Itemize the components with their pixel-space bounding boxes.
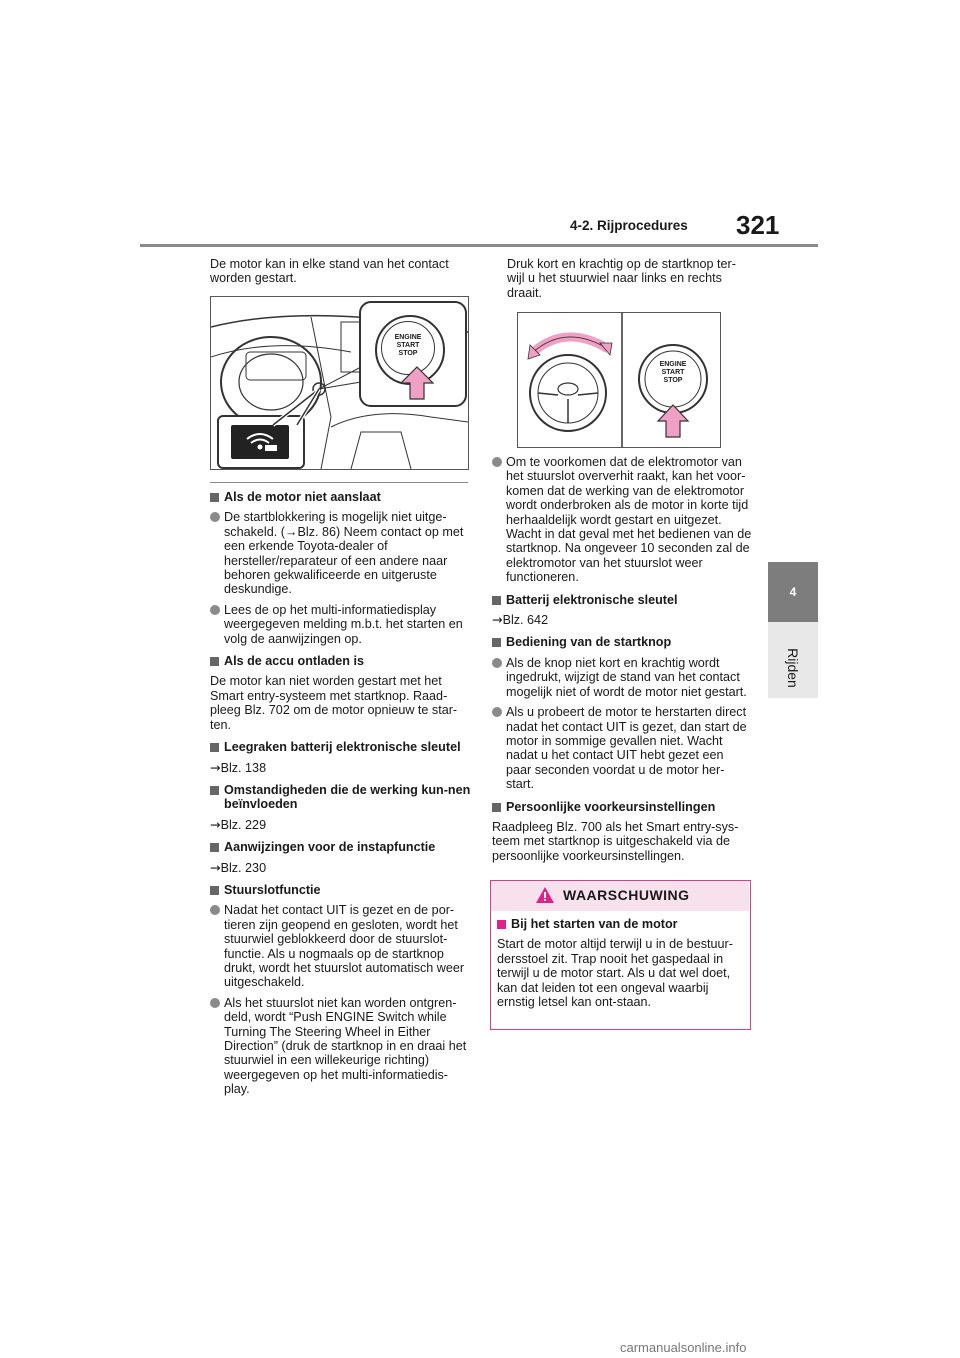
heading-square-icon <box>492 638 501 647</box>
heading-circumstances: Omstandigheden die de werking kun-nen beïnvloeden <box>210 783 472 812</box>
button-text-line3: STOP <box>663 377 683 384</box>
bullet-icon <box>492 457 502 467</box>
heading-square-icon <box>492 596 501 605</box>
bullet-icon <box>492 658 502 668</box>
paragraph: Raadpleeg Blz. 700 als het Smart entry-sys-teem met startknop is uitgeschakeld via de persoonlijke voorkeursinstellingen. <box>492 819 739 863</box>
heading-square-icon <box>497 920 506 929</box>
warning-triangle-icon <box>535 886 555 904</box>
button-text-line1: ENGINE <box>659 361 687 368</box>
bullet-icon <box>210 998 220 1008</box>
heading-engine-not-starting: Als de motor niet aanslaat <box>210 490 472 504</box>
list-item: De startblokkering is mogelijk niet uitge-schakeld. (→Blz. 86) Neem contact op met een erkende Toyota-dealer of hersteller/reparateur of een andere naar behoren gekwalificeerde en uitgeruste deskundige. <box>210 510 472 596</box>
heading-entry-function: Aanwijzingen voor de instapfunctie <box>210 840 472 854</box>
steering-figure <box>517 312 721 448</box>
dashboard-figure <box>210 296 469 470</box>
list-item: Als u probeert de motor te herstarten direct nadat het contact UIT is gezet, dan start de motor in sommige gevallen niet. Wacht nadat u het contact UIT hebt gezet een paar seconden voordat u de motor her-start. <box>492 705 752 791</box>
page-reference[interactable]: →Blz. 138 <box>210 759 267 775</box>
heading-square-icon <box>210 657 219 666</box>
left-column <box>210 490 472 1097</box>
list-item: Nadat het contact UIT is gezet en de por-tieren zijn geopend en gesloten, wordt het stuurwiel geblokkeerd door de stuurslot-functie. Als u nogmaals op de startknop drukt, wordt het stuurslot automatisch weer uitgeschakeld. <box>210 903 472 989</box>
button-text-line2: START <box>661 369 685 376</box>
paragraph: De motor kan niet worden gestart met het Smart entry-systeem met startknop. Raad-pleeg Blz. 702 om de motor opnieuw te star-ten. <box>210 674 458 732</box>
button-text-line2: START <box>396 342 420 349</box>
chapter-tab-label: Rijden <box>785 648 801 688</box>
warning-title: WAARSCHUWING <box>563 887 690 903</box>
chapter-tab-number: 4 <box>768 562 818 622</box>
footer-watermark: carmanualsonline.info <box>620 1340 747 1355</box>
warning-text: Start de motor altijd terwijl u in de bestuur-dersstoel zit. Trap nooit het gaspedaal in terwijl u de motor start. Als u dat wel doet, kan dat leiden tot een ongeval waarbij ernstig letsel kan ont-staan. <box>497 937 733 1010</box>
section-title: 4-2. Rijprocedures <box>570 218 688 233</box>
header-rule <box>140 244 818 247</box>
heading-square-icon <box>210 843 219 852</box>
right-intro: Druk kort en krachtig op de startknop ter-wijl u het stuurwiel naar links en rechts draait. <box>507 257 736 300</box>
heading-square-icon <box>492 803 501 812</box>
press-arrow-icon <box>397 365 437 401</box>
list-item: Lees de op het multi-informatiedisplay weergegeven melding m.b.t. het starten en volg de aanwijzingen op. <box>210 603 472 646</box>
warning-header <box>491 881 749 911</box>
heading-personal-settings: Persoonlijke voorkeursinstellingen <box>492 800 752 814</box>
callout-lines <box>271 387 331 427</box>
left-intro: De motor kan in elke stand van het contact worden gestart. <box>210 257 449 286</box>
indicator-display <box>231 425 289 459</box>
heading-key-battery: Batterij elektronische sleutel <box>492 593 752 607</box>
page-number: 321 <box>736 210 780 240</box>
engine-start-stop-button <box>652 361 694 385</box>
heading-square-icon <box>210 786 219 795</box>
heading-square-icon <box>210 886 219 895</box>
heading-steering-lock: Stuurslotfunctie <box>210 883 472 897</box>
heading-battery-discharged: Als de accu ontladen is <box>210 654 472 668</box>
button-text-line3: STOP <box>398 350 418 357</box>
page-reference[interactable]: →Blz. 230 <box>210 859 267 875</box>
page-reference[interactable]: →Blz. 229 <box>210 816 267 832</box>
warning-content <box>497 917 745 1009</box>
button-text-line1: ENGINE <box>394 334 422 341</box>
list-item: Als de knop niet kort en krachtig wordt ingedrukt, wijzigt de stand van het contact mogelijk niet of wordt de motor niet gestart. <box>492 656 752 699</box>
divider <box>210 482 468 483</box>
heading-key-battery: Leegraken batterij elektronische sleutel <box>210 740 472 754</box>
heading-square-icon <box>210 493 219 502</box>
bullet-icon <box>210 605 220 615</box>
list-item: Om te voorkomen dat de elektromotor van het stuurslot oververhit raakt, kan het voor-komen dat de werking van de elektromotor wordt onderbroken als de motor in korte tijd herhaaldelijk wordt gestart en uitgezet. Wacht in dat geval met het bedienen van de startknop. Na ongeveer 10 seconden zal de elektromotor van het stuurslot weer functioneren. <box>492 455 752 585</box>
start-button-inset <box>359 301 467 407</box>
heading-start-button-operation: Bediening van de startknop <box>492 635 752 649</box>
steering-lock-indicator-icon <box>231 425 289 459</box>
bullet-icon <box>210 512 220 522</box>
list-item: Als het stuurslot niet kan worden ontgren-deld, wordt “Push ENGINE Switch while Turning The Steering Wheel in Either Direction” (druk de startknop in en draai het stuurwiel in een willekeurige richting) weergegeven op het multi-informatiedis-play. <box>210 996 472 1097</box>
bullet-icon <box>210 905 220 915</box>
right-column <box>492 455 752 863</box>
heading-square-icon <box>210 743 219 752</box>
warning-heading: Bij het starten van de motor <box>497 917 745 931</box>
bullet-icon <box>492 707 502 717</box>
page-reference[interactable]: →Blz. 642 <box>492 612 549 628</box>
